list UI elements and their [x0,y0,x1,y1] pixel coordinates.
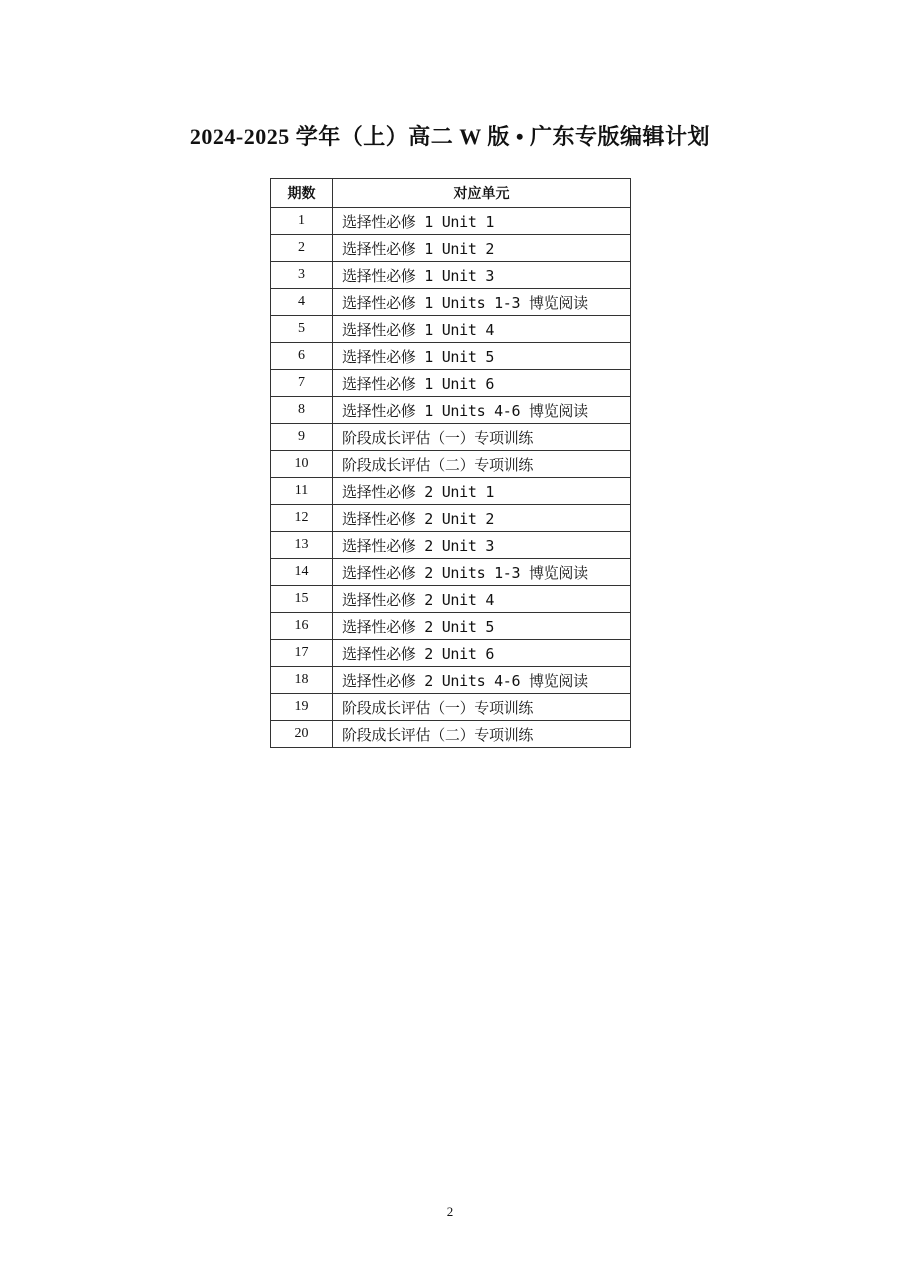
unit-cell: 选择性必修 2 Units 1-3 博览阅读 [333,559,631,586]
issue-number-cell: 15 [271,586,333,613]
header-unit: 对应单元 [333,179,631,208]
table-row [271,451,631,478]
unit-cell: 选择性必修 1 Unit 5 [333,343,631,370]
table-row [271,694,631,721]
table-row [271,640,631,667]
issue-number-cell: 10 [271,451,333,478]
page-number: 2 [446,1204,454,1219]
issue-number-cell: 2 [271,235,333,262]
unit-cell: 选择性必修 2 Unit 6 [333,640,631,667]
issue-number-cell: 12 [271,505,333,532]
table-row [271,613,631,640]
issue-number-cell: 4 [271,289,333,316]
issue-number-cell: 16 [271,613,333,640]
table-header-row [271,179,631,208]
table-row [271,532,631,559]
table-row [271,505,631,532]
table-row [271,343,631,370]
issue-number-cell: 6 [271,343,333,370]
issue-number-cell: 17 [271,640,333,667]
unit-cell: 选择性必修 2 Unit 3 [333,532,631,559]
issue-number-cell: 19 [271,694,333,721]
unit-cell: 选择性必修 2 Units 4-6 博览阅读 [333,667,631,694]
table-body [271,208,631,748]
unit-cell: 选择性必修 1 Units 4-6 博览阅读 [333,397,631,424]
unit-cell: 选择性必修 1 Unit 1 [333,208,631,235]
unit-cell: 阶段成长评估（二）专项训练 [333,721,631,748]
table-row [271,397,631,424]
table-row [271,235,631,262]
table-row [271,586,631,613]
unit-cell: 阶段成长评估（二）专项训练 [333,451,631,478]
unit-cell: 选择性必修 1 Unit 3 [333,262,631,289]
table-row [271,262,631,289]
table-row [271,478,631,505]
unit-cell: 选择性必修 2 Unit 1 [333,478,631,505]
unit-cell: 选择性必修 1 Unit 4 [333,316,631,343]
unit-cell: 选择性必修 1 Unit 6 [333,370,631,397]
issue-number-cell: 3 [271,262,333,289]
page-title: 2024-2025 学年（上）高二 W 版 • 广东专版编辑计划 [189,124,711,149]
table-row [271,424,631,451]
unit-cell: 选择性必修 2 Unit 4 [333,586,631,613]
issue-number-cell: 20 [271,721,333,748]
unit-cell: 阶段成长评估（一）专项训练 [333,694,631,721]
table-row [271,289,631,316]
issue-number-cell: 7 [271,370,333,397]
table-row [271,667,631,694]
unit-cell: 阶段成长评估（一）专项训练 [333,424,631,451]
table-row [271,559,631,586]
table-row [271,316,631,343]
issue-number-cell: 9 [271,424,333,451]
unit-cell: 选择性必修 2 Unit 2 [333,505,631,532]
issue-number-cell: 5 [271,316,333,343]
unit-cell: 选择性必修 1 Units 1-3 博览阅读 [333,289,631,316]
issue-number-cell: 13 [271,532,333,559]
table-row [271,208,631,235]
issue-number-cell: 1 [271,208,333,235]
unit-cell: 选择性必修 1 Unit 2 [333,235,631,262]
table-row [271,370,631,397]
issue-number-cell: 8 [271,397,333,424]
edition-plan-table [270,178,631,748]
issue-number-cell: 14 [271,559,333,586]
unit-cell: 选择性必修 2 Unit 5 [333,613,631,640]
table-row [271,721,631,748]
header-issue: 期数 [271,179,333,208]
issue-number-cell: 18 [271,667,333,694]
issue-number-cell: 11 [271,478,333,505]
